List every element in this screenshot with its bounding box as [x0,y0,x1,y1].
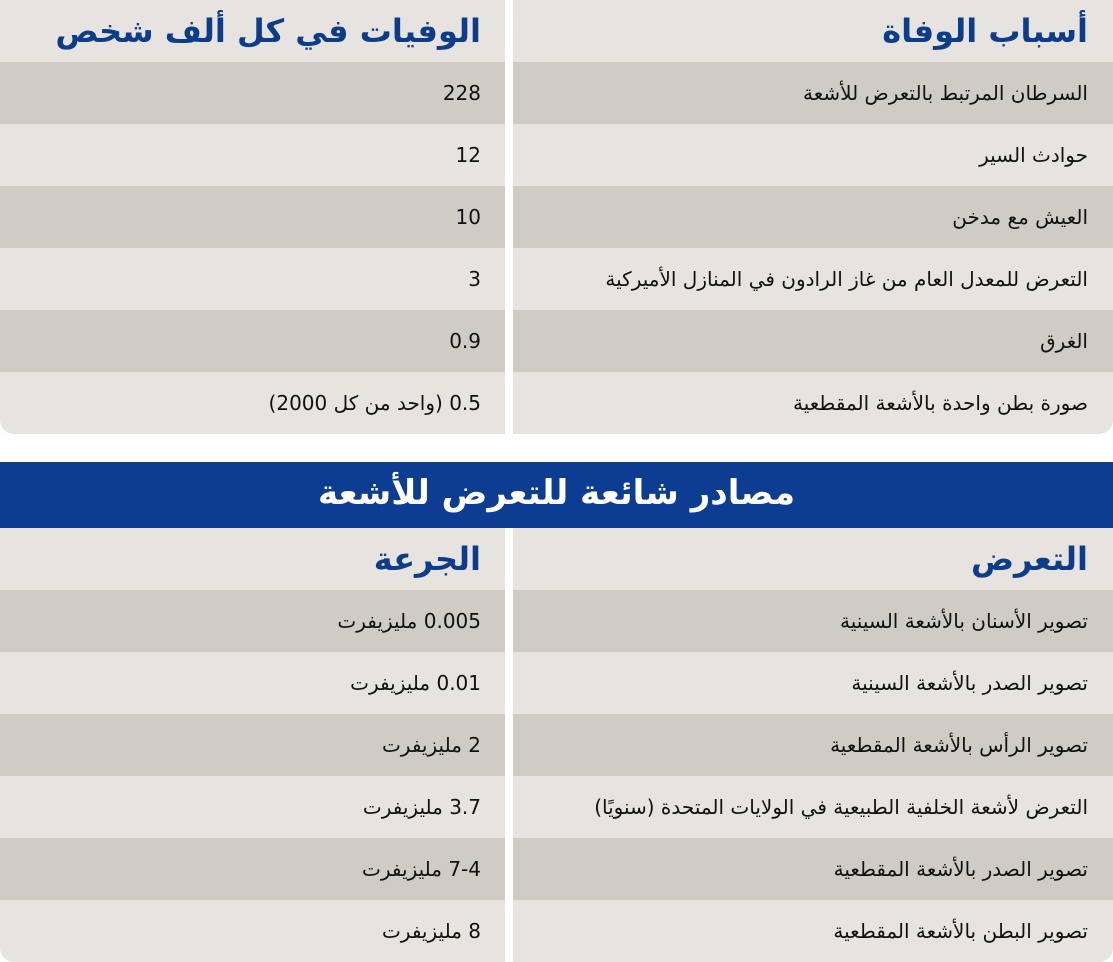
dose-cell: 0.01 مليزيفرت [0,652,505,714]
cause-cell: السرطان المرتبط بالتعرض للأشعة [513,62,1113,124]
sources-table-header [0,528,1113,590]
table-row [0,372,1113,434]
table-row [0,186,1113,248]
deaths-header-cell [0,0,505,62]
table-row [0,590,1113,652]
cause-cell: العيش مع مدخن [513,186,1113,248]
deaths-table [0,0,1113,440]
dose-cell: 3.7 مليزيفرت [0,776,505,838]
table-row [0,124,1113,186]
deaths-column-header: الوفيات في كل ألف شخص [55,12,481,50]
dose-cell: 0.005 مليزيفرت [0,590,505,652]
cause-column-header: أسباب الوفاة [882,12,1088,50]
exposure-cell: تصوير الصدر بالأشعة المقطعية [513,838,1113,900]
cause-cell: حوادث السير [513,124,1113,186]
table-row [0,248,1113,310]
deaths-cell: 0.9 [0,310,505,372]
table-row [0,776,1113,838]
cause-cell: التعرض للمعدل العام من غاز الرادون في المنازل الأميركية [513,248,1113,310]
cause-header-cell [513,0,1113,62]
dose-cell: 7-4 مليزيفرت [0,838,505,900]
deaths-cell: 0.5 (واحد من كل 2000) [0,372,505,434]
sources-banner [0,462,1113,528]
table-row [0,652,1113,714]
table-row [0,900,1113,962]
table-row [0,838,1113,900]
exposure-column-header: التعرض [970,540,1088,578]
table-row [0,62,1113,124]
exposure-cell: التعرض لأشعة الخلفية الطبيعية في الولايات المتحدة (سنويًا) [513,776,1113,838]
deaths-cell: 10 [0,186,505,248]
dose-header-cell [0,528,505,590]
exposure-cell: تصوير الرأس بالأشعة المقطعية [513,714,1113,776]
exposure-cell: تصوير البطن بالأشعة المقطعية [513,900,1113,962]
deaths-cell: 3 [0,248,505,310]
exposure-header-cell [513,528,1113,590]
exposure-cell: تصوير الأسنان بالأشعة السينية [513,590,1113,652]
deaths-cell: 12 [0,124,505,186]
dose-cell: 2 مليزيفرت [0,714,505,776]
dose-cell: 8 مليزيفرت [0,900,505,962]
sources-title: مصادر شائعة للتعرض للأشعة [317,473,796,513]
cause-cell: الغرق [513,310,1113,372]
table-row [0,714,1113,776]
table-row [0,310,1113,372]
sources-table [0,528,1113,960]
dose-column-header: الجرعة [373,540,481,578]
cause-cell: صورة بطن واحدة بالأشعة المقطعية [513,372,1113,434]
deaths-table-header [0,0,1113,62]
deaths-cell: 228 [0,62,505,124]
exposure-cell: تصوير الصدر بالأشعة السينية [513,652,1113,714]
